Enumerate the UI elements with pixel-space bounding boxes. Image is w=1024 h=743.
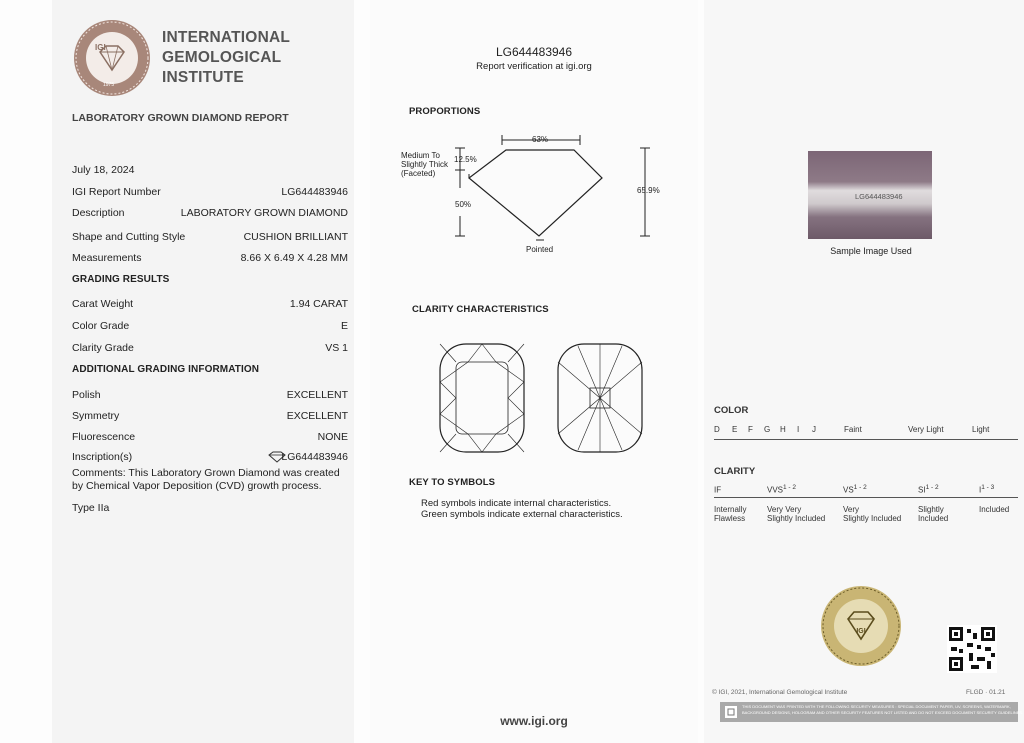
row-label: Measurements: [72, 252, 142, 264]
clarity-term: Internally Flawless: [714, 505, 747, 523]
grading-results-heading: GRADING RESULTS: [72, 274, 170, 285]
brand-name: [162, 28, 290, 88]
crown-percent: 12.5%: [454, 155, 477, 164]
row-value: LABORATORY GROWN DIAMOND: [180, 207, 348, 219]
website: www.igi.org: [500, 714, 568, 728]
key-to-symbols-heading: KEY TO SYMBOLS: [409, 477, 496, 488]
clarity-grade: VVS$^{1 - 2}$: [767, 484, 797, 495]
key-line: Green symbols indicate external characteristics.: [421, 509, 623, 520]
clarity-grade: $I^{1 - 3}$: [979, 484, 995, 495]
page-margin-left: [0, 0, 52, 743]
culet-label: Pointed: [526, 245, 554, 254]
gold-seal-hologram-icon: [820, 585, 902, 667]
grading-value: 1.94 CARAT: [289, 298, 348, 310]
clarity-grade: SI$^{1 - 2}$: [918, 484, 939, 495]
report-number-header: LG644483946: [495, 45, 573, 59]
color-scale-line: [714, 439, 1018, 440]
key-line: Red symbols indicate internal characteristics.: [421, 498, 612, 509]
clarity-term: Slightly Included: [918, 505, 949, 523]
additional-value: EXCELLENT: [286, 410, 348, 422]
color-grade: I: [797, 425, 800, 434]
sample-inscription-text: LG644483946: [855, 192, 903, 201]
clarity-characteristics-heading: CLARITY CHARACTERISTICS: [412, 304, 549, 315]
grading-label: Carat Weight: [72, 298, 134, 310]
report-date: July 18, 2024: [72, 164, 135, 176]
brand-line: INTERNATIONAL: [162, 29, 291, 46]
row-value: CUSHION BRILLIANT: [243, 231, 348, 243]
color-grade: E: [732, 425, 738, 434]
color-scale-heading: COLOR: [714, 405, 749, 416]
proportions-diagram: [440, 130, 660, 250]
pavilion-percent: 50%: [455, 200, 472, 209]
comments: Comments: This Laboratory Grown Diamond was created by Chemical Vapor Deposition (CVD) growth process.: [72, 467, 340, 492]
additional-value: NONE: [317, 431, 348, 443]
clarity-term: Included: [979, 505, 1010, 514]
color-grade: G: [764, 425, 771, 434]
seal-year: 1975: [103, 82, 115, 88]
additional-label: Polish: [72, 389, 101, 401]
security-notice-text: THIS DOCUMENT WAS PRINTED WITH THE FOLLOWING SECURITY MEASURES : SPECIAL DOCUMENT PAPER, UV, SCREENS, WATERMARK, BACKGROUND DESIGNS, HOLOGRAM AND OTHER SECURITY FEATURES NOT LISTED AND DO NOT EXCEED DOCUMENT SECURITY GUIDELINES.: [742, 704, 1024, 715]
brand-line: INSTITUTE: [162, 69, 244, 86]
crown-plot-diagram: [438, 342, 526, 454]
seal-monogram: IGI: [95, 43, 106, 52]
diamond-type: Type IIa: [72, 502, 110, 514]
row-value: 8.66 X 6.49 X 4.28 MM: [240, 252, 348, 264]
clarity-term: Very Slightly Included: [843, 505, 902, 523]
grading-value: E: [340, 320, 348, 332]
grading-label: Clarity Grade: [72, 342, 134, 354]
table-percent: 63%: [532, 135, 549, 144]
clarity-scale-heading: CLARITY: [714, 466, 756, 477]
row-label: IGI Report Number: [72, 186, 161, 198]
report-verification: Report verification at igi.org: [476, 61, 592, 72]
clarity-scale-line: [714, 497, 1018, 498]
additional-label: Inscription(s): [72, 451, 133, 463]
color-grade: J: [812, 425, 816, 434]
row-label: Shape and Cutting Style: [72, 231, 186, 243]
clarity-grade: IF: [714, 485, 722, 495]
brand-line: GEMOLOGICAL: [162, 49, 282, 66]
pavilion-plot-diagram: [556, 342, 644, 454]
additional-label: Fluorescence: [72, 431, 136, 443]
proportions-heading: PROPORTIONS: [409, 106, 481, 117]
color-term: Faint: [844, 425, 862, 434]
copyright: © IGI, 2021, International Gemological Institute: [712, 689, 848, 696]
additional-grading-heading: ADDITIONAL GRADING INFORMATION: [72, 364, 260, 375]
svg-text:IGI: IGI: [856, 628, 866, 635]
color-term: Very Light: [908, 425, 944, 434]
depth-percent: 65.9%: [637, 186, 660, 195]
color-grade: F: [748, 425, 753, 434]
color-term: Light: [972, 425, 990, 434]
sample-caption: Sample Image Used: [830, 246, 912, 256]
report-title: LABORATORY GROWN DIAMOND REPORT: [72, 112, 289, 124]
color-grade: D: [714, 425, 720, 434]
form-code: FLGD · 01.21: [966, 689, 1006, 696]
color-grade: H: [780, 425, 786, 434]
clarity-term: Very Very Slightly Included: [767, 505, 826, 523]
grading-value: VS 1: [325, 342, 348, 354]
qr-code-icon: [947, 625, 997, 673]
girdle-label: Medium To Slightly Thick (Faceted): [401, 151, 448, 178]
grading-label: Color Grade: [72, 320, 130, 332]
row-value: LG644483946: [281, 186, 348, 198]
clarity-grade: VS$^{1 - 2}$: [843, 484, 867, 495]
additional-value: EXCELLENT: [286, 389, 348, 401]
panel-fold-1: [354, 0, 370, 743]
row-label: Description: [72, 207, 125, 219]
document-security-icon: [724, 705, 738, 719]
additional-value: LG644483946: [281, 451, 348, 463]
additional-label: Symmetry: [72, 410, 120, 422]
